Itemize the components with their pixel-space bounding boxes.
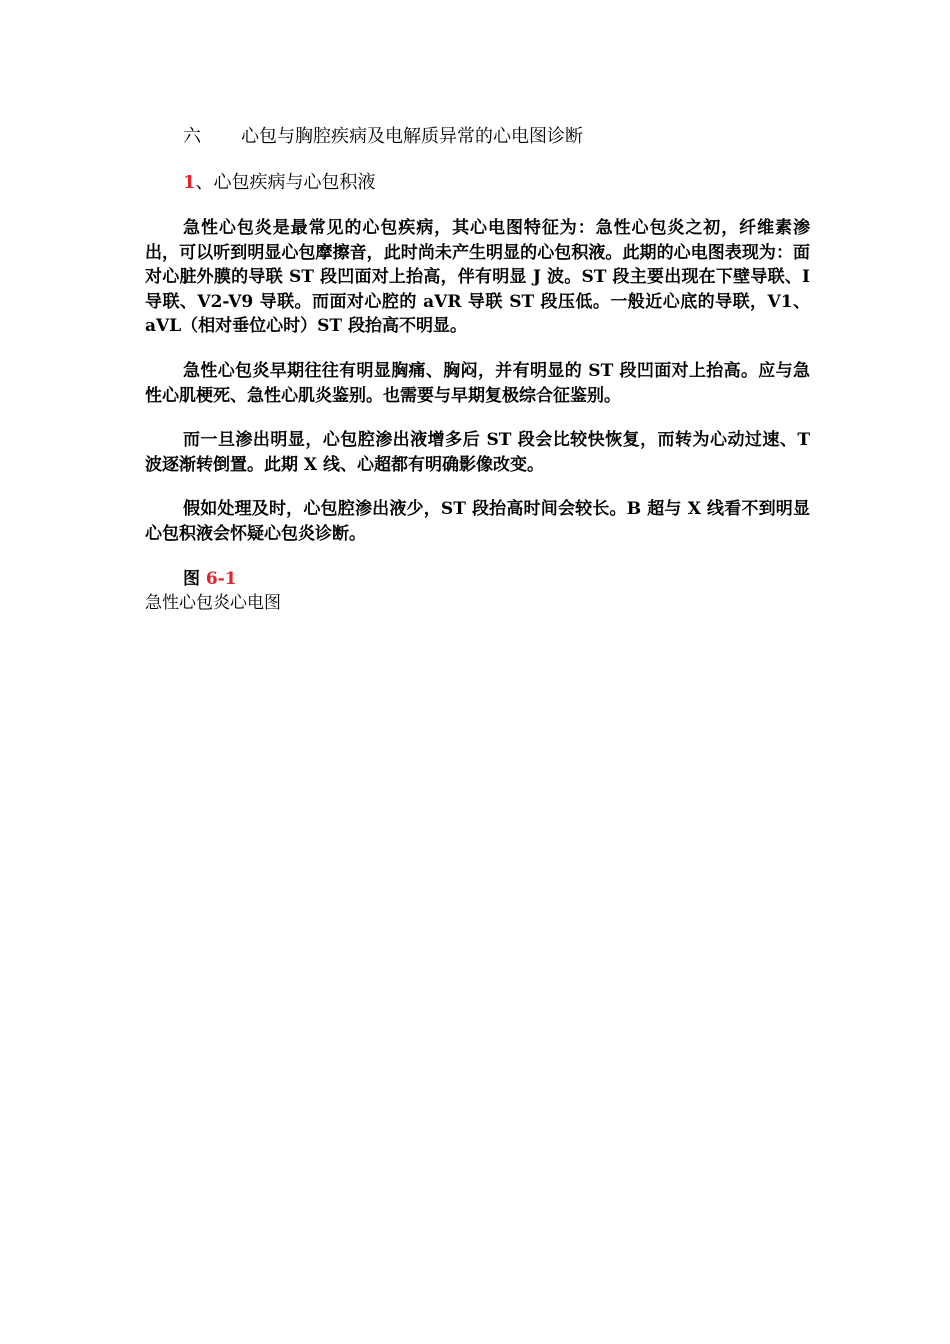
document-page: [145, 124, 810, 616]
figure-label: [145, 567, 810, 592]
section-number: 六: [183, 126, 201, 147]
paragraph-3: 而一旦渗出明显，心包腔渗出液增多后 ST 段会比较快恢复，而转为心动过速、T 波逐渐转倒置。此期 X 线、心超都有明确影像改变。: [145, 430, 810, 475]
section-title: 心包与胸腔疾病及电解质异常的心电图诊断: [241, 126, 583, 147]
paragraph-2: 急性心包炎早期往往有明显胸痛、胸闷，并有明显的 ST 段凹面对上抬高。应与急性心肌梗死、急性心肌炎鉴别。也需要与早期复极综合征鉴别。: [145, 360, 810, 406]
subsection-title: 、心包疾病与心包积液: [195, 172, 376, 193]
paragraph-1: 急性心包炎是最常见的心包疾病，其心电图特征为：急性心包炎之初，纤维素渗出，可以听到明显心包摩擦音，此时尚未产生明显的心包积液。此期的心电图表现为：面对心脏外膜的导联 ST 段凹面对上抬高，伴有明显 J 波。ST 段主要出现在下壁导联、I 导联、V2-V9 导联。而面对心腔的 aVR 导联 ST 段压低。一般近心底的导联，V1、aVL（相对垂位心时）ST 段抬高不明显。: [145, 218, 810, 337]
figure-caption: 急性心包炎心电图: [145, 593, 281, 614]
subsection-heading: [145, 170, 810, 196]
subsection-number: 1: [183, 172, 196, 193]
figure-number: 6-1: [205, 568, 237, 589]
paragraph-4: 假如处理及时，心包腔渗出液少，ST 段抬高时间会较长。B 超与 X 线看不到明显心包积液会怀疑心包炎诊断。: [145, 499, 810, 544]
section-heading: [145, 124, 810, 150]
figure-prefix: 图: [183, 568, 206, 589]
